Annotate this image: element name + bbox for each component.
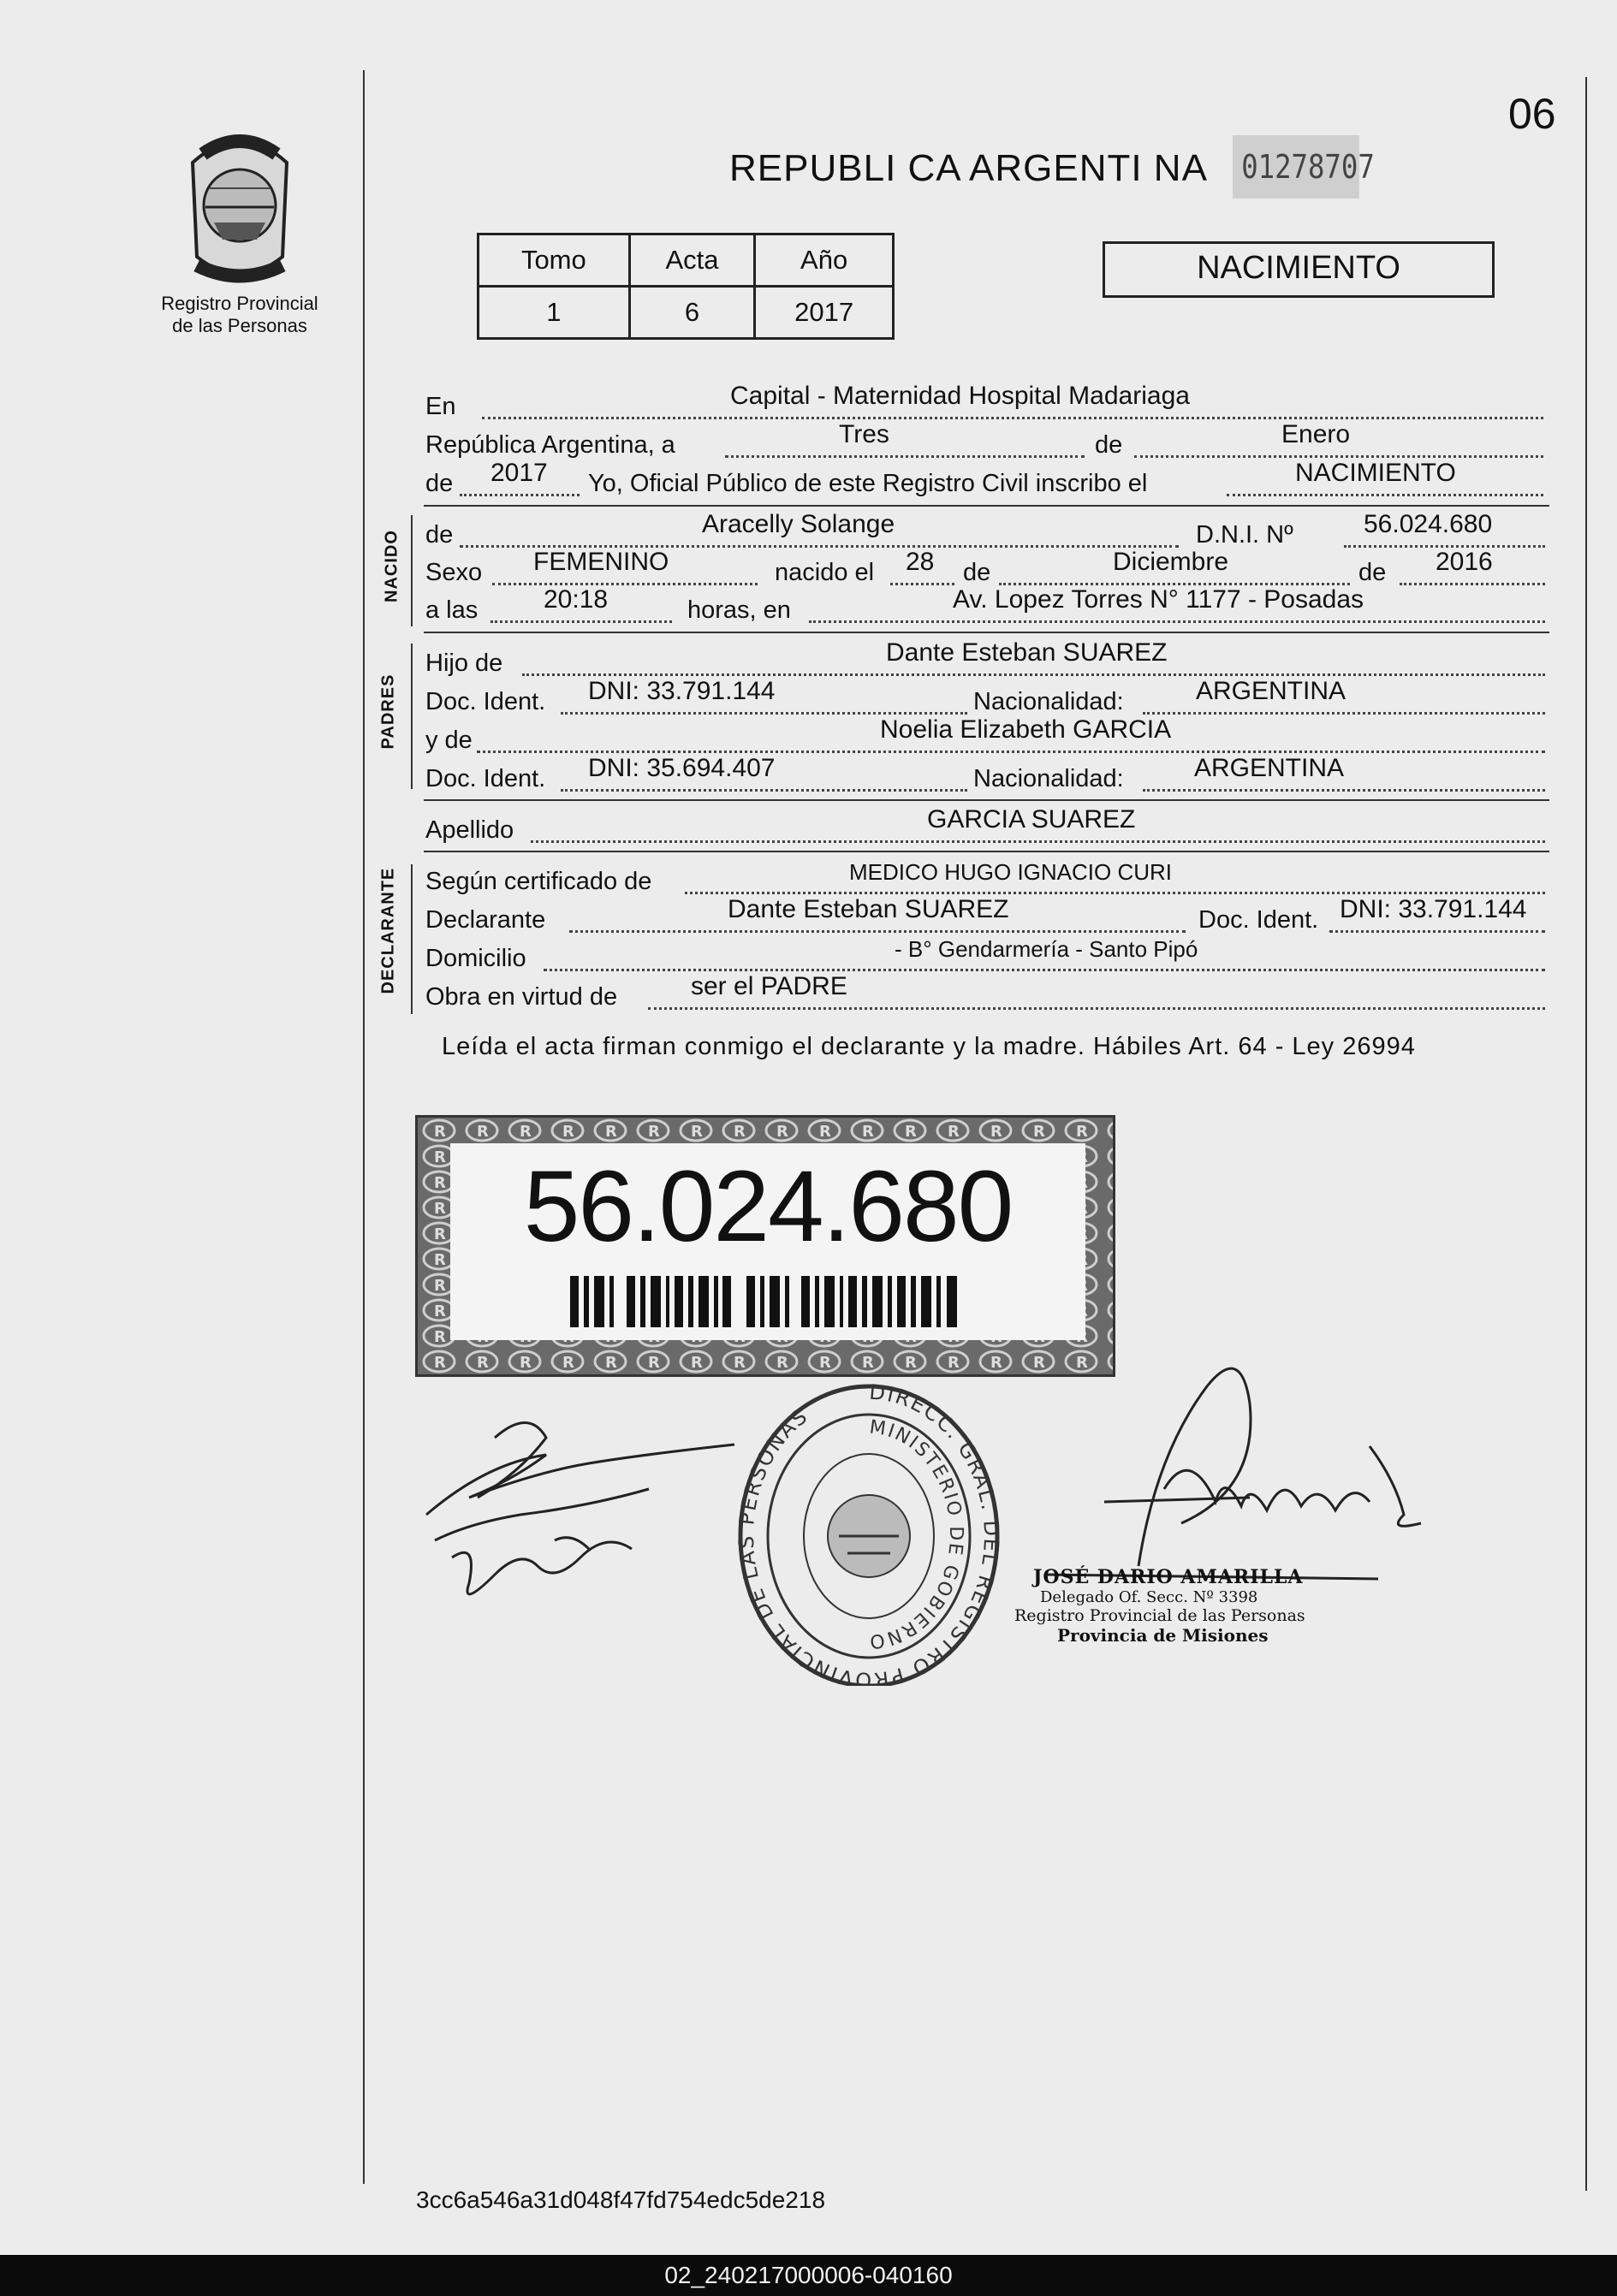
declarant-doc-label: Doc. Ident.	[1198, 906, 1319, 934]
table-value-anio: 2017	[755, 287, 894, 339]
logo-caption	[146, 293, 334, 337]
table-header-anio: Año	[755, 234, 894, 287]
declarant-doc: DNI: 33.791.144	[1340, 895, 1527, 923]
de-year-label2: de	[1358, 559, 1387, 586]
official-province: Provincia de Misiones	[1057, 1625, 1269, 1646]
row-father	[424, 638, 1554, 678]
month-value: Enero	[1281, 420, 1351, 448]
row-sex	[424, 548, 1554, 587]
footer-code: 02_240217000006-040160	[0, 2255, 1617, 2296]
table-header-acta: Acta	[629, 234, 755, 287]
row-mother-doc	[424, 754, 1554, 793]
declarante-section-label: DECLARANTE	[378, 867, 398, 994]
page-number: 06	[1508, 90, 1556, 138]
act-type-value: NACIMIENTO	[1295, 459, 1456, 487]
horas-label: horas, en	[687, 596, 791, 624]
row-declarant	[424, 895, 1554, 934]
sexo-label: Sexo	[425, 559, 483, 586]
child-name: Aracelly Solange	[702, 510, 895, 538]
row-mother	[424, 715, 1554, 755]
nacido-section-label: NACIDO	[382, 530, 401, 602]
birth-month: Diciembre	[1113, 548, 1229, 576]
record-table	[477, 233, 895, 340]
official-name: JOSÉ DARIO AMARILLA	[1033, 1566, 1304, 1588]
intro-text: Yo, Oficial Público de este Registro Civil inscribo el	[588, 470, 1148, 497]
en-label: En	[425, 393, 456, 420]
child-dni: 56.024.680	[1364, 510, 1493, 538]
father-nationality: ARGENTINA	[1196, 677, 1347, 705]
table-value-acta: 6	[629, 287, 755, 339]
y-de-label: y de	[425, 727, 473, 754]
de-month-label: de	[963, 559, 991, 586]
surname-value: GARCIA SUAREZ	[927, 805, 1136, 834]
birth-year: 2016	[1436, 548, 1493, 576]
official-block	[1014, 1566, 1340, 1646]
official-role: Delegado Of. Secc. Nº 3398	[1040, 1588, 1258, 1606]
serial-number: 01278707	[1233, 135, 1359, 199]
logo-caption-line1: Registro Provincial	[161, 293, 318, 314]
right-margin-line	[1585, 77, 1587, 2191]
apellido-label: Apellido	[425, 816, 514, 844]
birth-time: 20:18	[544, 585, 609, 614]
logo-caption-line2: de las Personas	[172, 315, 307, 336]
mother-nationality: ARGENTINA	[1194, 754, 1345, 782]
hijo-de-label: Hijo de	[425, 650, 503, 677]
declarant-signature	[418, 1403, 760, 1609]
mother-name: Noelia Elizabeth GARCIA	[880, 715, 1172, 744]
barcode-label	[450, 1143, 1085, 1340]
left-margin-line	[363, 70, 365, 2184]
declarant-name: Dante Esteban SUAREZ	[728, 895, 1009, 923]
table-header-tomo: Tomo	[479, 234, 630, 287]
row-address	[424, 936, 1554, 973]
cert-label: Según certificado de	[425, 868, 652, 895]
dni-label: D.N.I. Nº	[1196, 521, 1293, 549]
de-label: de	[1095, 431, 1123, 459]
row-place	[424, 382, 1554, 421]
row-year	[424, 459, 1554, 498]
row-father-doc	[424, 677, 1554, 716]
declarante-label: Declarante	[425, 906, 546, 934]
alas-label: a las	[425, 596, 479, 624]
republica-label: República Argentina, a	[425, 431, 675, 459]
row-certificate	[424, 859, 1554, 896]
place-value: Capital - Maternidad Hospital Madariaga	[730, 382, 1190, 410]
nacido-el-label: nacido el	[775, 559, 875, 586]
year-value: 2017	[490, 459, 548, 487]
table-value-tomo: 1	[479, 287, 630, 339]
father-name: Dante Esteban SUAREZ	[886, 638, 1168, 667]
birth-day: 28	[906, 548, 935, 576]
row-name	[424, 510, 1554, 549]
father-doc: DNI: 33.791.144	[588, 677, 776, 705]
closing-note: Leída el acta firman conmigo el declarante y la madre. Hábiles Art. 64 - Ley 26994	[442, 1033, 1416, 1060]
sexo-value: FEMENINO	[533, 548, 669, 576]
certificate-type-box: NACIMIENTO	[1103, 241, 1495, 298]
stamp-ring-text: DIRECC. GRAL. DEL REGISTRO PROVINCIAL DE LAS PERSONAS	[734, 1379, 1004, 1686]
mother-doc: DNI: 35.694.407	[588, 754, 776, 782]
day-value: Tres	[839, 420, 889, 448]
mother-nat-label: Nacionalidad:	[973, 765, 1124, 792]
official-org: Registro Provincial de las Personas	[1014, 1606, 1305, 1625]
row-time-place	[424, 585, 1554, 625]
row-date	[424, 420, 1554, 460]
row-obra	[424, 972, 1554, 1012]
obra-value: ser el PADRE	[691, 972, 847, 1000]
official-stamp	[732, 1378, 1006, 1686]
province-seal-logo	[175, 128, 304, 291]
father-nat-label: Nacionalidad:	[973, 688, 1124, 715]
birth-address: Av. Lopez Torres N° 1177 - Posadas	[953, 585, 1364, 614]
domicilio-label: Domicilio	[425, 945, 526, 972]
stamp-inner-text: MINISTERIO DE GOBIERNO	[866, 1416, 966, 1652]
de-name-label: de	[425, 521, 454, 549]
barcode-number: 56.024.680	[523, 1150, 1013, 1263]
dni-barcode-sticker	[415, 1115, 1115, 1377]
document-hash: 3cc6a546a31d048f47fd754edc5de218	[416, 2186, 826, 2213]
table-header-row	[479, 234, 894, 287]
father-doc-label: Doc. Ident.	[425, 688, 546, 715]
domicilio-value: - B° Gendarmería - Santo Pipó	[895, 936, 1198, 962]
row-surname	[424, 805, 1554, 845]
table-value-row	[479, 287, 894, 339]
barcode-bars	[570, 1276, 964, 1327]
cert-value: MEDICO HUGO IGNACIO CURI	[849, 859, 1173, 885]
padres-section-label: PADRES	[378, 673, 398, 750]
mother-doc-label: Doc. Ident.	[425, 765, 546, 792]
de-year-label: de	[425, 470, 454, 497]
page-title: REPUBLI CA ARGENTI NA	[729, 147, 1208, 189]
obra-label: Obra en virtud de	[425, 983, 618, 1011]
